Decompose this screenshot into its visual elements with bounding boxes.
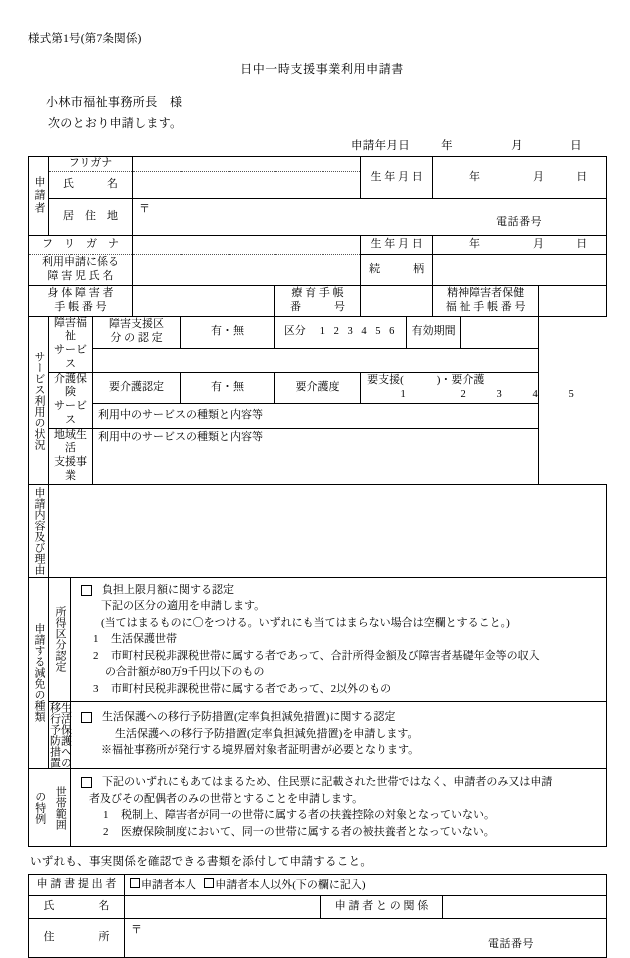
household-item-2-text: 医療保険制度において、同一の世帯に属する者の被扶養者となっていない。 [121, 825, 495, 838]
applicant-address-value[interactable] [133, 198, 607, 235]
income-item-2-text: 市町村民税非課税世帯に属する者であって、合計所得金額及び障害者基礎年金等の収入 [111, 649, 540, 662]
submitter-postal-mark: 〒 [131, 923, 142, 936]
household-scope-row [29, 769, 607, 847]
income-line2: (当てはまるものに〇をつける。いずれにも当てはまらない場合は空欄とすること。) [101, 616, 510, 629]
welfare-service-label-line1: 障害福祉 [54, 316, 87, 343]
reason-vertical-label-cell [29, 484, 49, 577]
applicant-address-label: 居 住 地 [49, 198, 133, 235]
submitter-table [28, 874, 607, 958]
income-item-2-continuation: の合計額が80万9千円以下のもの [105, 666, 265, 678]
reason-row [29, 484, 607, 577]
intro-text: 次のとおり申請します。 [48, 116, 183, 130]
submitter-options [125, 876, 606, 895]
applicant-name-value[interactable] [133, 171, 361, 198]
child-furigana-row [29, 235, 607, 254]
submitter-address-row [29, 919, 607, 958]
physical-handbook-label [29, 285, 133, 316]
community-service-row [29, 428, 607, 484]
submitter-address-value[interactable] [125, 919, 607, 958]
community-service-value[interactable] [93, 428, 539, 484]
applicant-birth-year: 年 [468, 170, 481, 183]
ryoiku-handbook-label-line2: 番 号 [290, 300, 346, 313]
footer-note: いずれも、事実関係を確認できる書類を添付して申請すること。 [30, 856, 373, 868]
welfare-service-free-row [29, 348, 607, 372]
submitter-name-value[interactable] [125, 896, 321, 919]
main-form-table [28, 156, 607, 847]
reason-value[interactable] [49, 484, 607, 577]
applicant-furigana-value[interactable] [133, 157, 361, 172]
applicant-name-label: 氏 名 [49, 171, 133, 198]
care-level-5[interactable]: 5 [568, 388, 574, 400]
form-code: 様式第1号(第7条関係) [28, 33, 142, 45]
household-block [71, 769, 606, 846]
reason-vertical-label: 申請内容及び理由 [33, 486, 45, 575]
child-furigana-value[interactable] [133, 235, 361, 254]
applicant-address-row [29, 198, 607, 235]
household-vertical-label-right: 世帯範囲 [54, 785, 67, 830]
care-using-services-text: 利用中のサービスの種類と内容等 [98, 408, 263, 421]
household-check-continuation: 者及びその配偶者のみの世帯とすることを申請します。 [89, 792, 364, 805]
submitter-name-row [29, 896, 607, 919]
submitter-options-cell[interactable] [125, 875, 607, 896]
submitter-label: 申 請 書 提 出 者 [29, 875, 125, 896]
applicant-birth-month: 月 [532, 170, 545, 183]
valid-period-label: 有効期間 [407, 316, 461, 348]
application-date-row [28, 137, 602, 153]
care-certification-label: 要介護認定 [93, 372, 181, 403]
care-insurance-label-line2: サービス [54, 400, 87, 426]
care-insurance-label-line1: 介護保険 [54, 372, 87, 399]
shien-kubun-label-line2: 分 の 認 定 [110, 332, 163, 345]
submitter-name-label: 氏 名 [29, 896, 125, 919]
transition-vertical-label-wrap [49, 702, 70, 768]
physical-handbook-value[interactable] [133, 285, 275, 316]
shien-kubun-label-line1: 障害支援区 [109, 318, 164, 331]
household-item-1 [79, 807, 600, 824]
submitter-other-label: 申請者本人以外(下の欄に記入) [215, 878, 366, 891]
income-vertical-label: 所得区分認定 [54, 606, 66, 673]
household-item-1-number: 1 [103, 809, 109, 821]
mental-handbook-label-line2: 福 祉 手 帳 番 号 [445, 300, 526, 313]
household-checkbox[interactable] [81, 777, 92, 788]
ryoiku-handbook-label [275, 285, 361, 316]
transition-block [71, 702, 606, 768]
income-line1: 下記の区分の適用を申請します。 [101, 600, 266, 612]
mental-handbook-label [433, 285, 539, 316]
application-date-year: 年 [441, 140, 453, 152]
applicant-vertical-label-cell [29, 157, 49, 236]
care-support-text: 要支援( )・要介護 [367, 374, 485, 387]
household-item-2-number: 2 [103, 825, 109, 838]
transition-checkbox-line[interactable] [79, 709, 600, 726]
submitter-type-row [29, 875, 607, 896]
income-content-cell [71, 577, 607, 702]
page-title: 日中一時支援事業利用申請書 [240, 62, 404, 76]
community-service-label [49, 428, 93, 484]
income-check-title: 負担上限月額に関する認定 [102, 583, 234, 596]
household-item-1-text: 税制上、障害者が同一の世帯に属する者の扶養控除の対象となっていない。 [121, 809, 495, 821]
handbook-row [29, 285, 607, 316]
child-birth-day: 日 [576, 237, 588, 250]
income-classification-row [29, 577, 607, 702]
child-relation-label: 続 柄 [361, 254, 433, 285]
ryoiku-handbook-value[interactable] [361, 285, 433, 316]
income-item-3-text: 市町村民税非課税世帯に属する者であって、2以外のもの [111, 682, 392, 695]
care-level-3[interactable]: 3 [496, 388, 502, 400]
transition-checkbox[interactable] [81, 712, 92, 723]
household-vertical-label-left: の特例 [33, 791, 46, 824]
welfare-service-label [49, 316, 93, 372]
child-relation-value[interactable] [433, 254, 607, 285]
care-level-1[interactable]: 1 [400, 388, 406, 400]
income-vertical-label-cell [49, 577, 71, 702]
child-birth-month: 月 [532, 237, 545, 250]
child-name-label-line2: 障 害 児 氏 名 [47, 269, 114, 282]
applicant-birth-label: 生 年 月 日 [361, 157, 433, 199]
applicant-vertical-label: 申請者 [33, 176, 45, 216]
income-checkbox[interactable] [81, 585, 92, 596]
kubun-label: 区分 [283, 325, 306, 338]
community-service-label-line2: 支援事業 [54, 456, 87, 482]
child-birth-year: 年 [468, 237, 481, 250]
care-level-4[interactable]: 4 [532, 388, 538, 400]
reduction-vertical-label: 申請する減免の種類 [33, 623, 45, 723]
income-item-1-number: 1 [93, 633, 99, 645]
physical-handbook-label-line2: 手 帳 番 号 [54, 300, 107, 313]
applicant-postal-mark: 〒 [139, 202, 151, 215]
household-checkbox-line[interactable] [79, 774, 600, 791]
child-name-label [29, 254, 133, 285]
services-vertical-label: サービス利用の状況 [33, 350, 45, 450]
community-service-text: 利用中のサービスの種類と内容等 [98, 430, 263, 443]
welfare-service-free-value[interactable] [93, 348, 539, 372]
transition-check-title: 生活保護への移行予防措置(定率負担減免措置)に関する認定 [102, 711, 396, 723]
household-vertical-label-wrap [29, 786, 70, 830]
applicant-furigana-row [29, 157, 607, 172]
applicant-birth-day: 日 [576, 170, 588, 183]
mental-handbook-value[interactable] [539, 285, 607, 316]
child-birth-label: 生 年 月 日 [361, 235, 433, 254]
care-insurance-row [29, 372, 607, 403]
income-item-3-number: 3 [93, 682, 99, 695]
community-service-label-line1: 地域生活 [54, 428, 87, 455]
income-item-1[interactable] [79, 631, 600, 648]
care-level-numbers [361, 388, 574, 402]
transition-content-cell [71, 702, 607, 769]
addressee: 小林市福祉事務所長 様 [46, 95, 183, 109]
valid-period-value[interactable] [461, 316, 539, 348]
applicant-tel-label: 電話番号 [496, 216, 543, 229]
child-name-value[interactable] [133, 254, 361, 285]
submitter-address-label: 住 所 [29, 919, 125, 958]
applicant-furigana-label: フリガナ [49, 157, 133, 172]
submitter-self-label: 申請者本人 [141, 878, 196, 891]
income-item-2-number: 2 [93, 649, 99, 662]
transition-vertical-label-cell [49, 702, 71, 769]
welfare-service-label-line2: サービス [54, 344, 87, 370]
submitter-other-checkbox[interactable] [204, 878, 214, 888]
transition-measure-row [29, 702, 607, 769]
income-checkbox-line[interactable] [79, 582, 600, 599]
reduction-vertical-label-cell [29, 577, 49, 769]
child-name-label-line1: 利用申請に係る [42, 255, 119, 268]
shien-kubun-umu[interactable]: 有・無 [181, 316, 275, 348]
care-insurance-label [49, 372, 93, 428]
mental-handbook-label-line1: 精神障害者保健 [447, 286, 525, 299]
transition-vertical-label-right: 生活保護への [59, 702, 72, 768]
submitter-relation-value[interactable] [443, 896, 607, 919]
submitter-relation-label: 申 請 者 と の 関 係 [321, 896, 443, 919]
household-item-2 [79, 824, 600, 841]
care-level-2[interactable]: 2 [460, 388, 466, 400]
care-using-services-cell[interactable] [93, 403, 539, 428]
application-date-month: 月 [511, 140, 523, 152]
submitter-tel-label: 電話番号 [488, 937, 535, 950]
applicant-birth-value[interactable] [433, 157, 607, 199]
child-furigana-label: フ リ ガ ナ [29, 235, 133, 254]
transition-vertical-label-left: 移行予防措置 [48, 702, 61, 768]
transition-line2: ※福祉事務所が発行する境界層対象者証明書が必要となります。 [101, 744, 420, 756]
welfare-service-row [29, 316, 607, 348]
ryoiku-handbook-label-line1: 療 育 手 帳 [291, 286, 344, 299]
income-item-3[interactable] [79, 681, 600, 698]
care-level-label: 要介護度 [275, 372, 361, 403]
household-content-cell [71, 769, 607, 847]
household-vertical-label-cell [29, 769, 71, 847]
income-item-1-text: 生活保護世帯 [111, 633, 177, 645]
submitter-self-checkbox[interactable] [130, 878, 140, 888]
shien-kubun-label [93, 316, 181, 348]
care-level-value[interactable] [361, 372, 574, 403]
income-block [71, 578, 606, 702]
shien-kubun-grade[interactable] [275, 316, 407, 348]
application-date-day: 日 [570, 140, 582, 152]
services-vertical-label-cell [29, 316, 49, 484]
application-date-label: 申請年月日 [351, 140, 410, 152]
kubun-digits: 1 2 3 4 5 6 [319, 326, 398, 338]
child-birth-value[interactable] [433, 235, 607, 254]
physical-handbook-label-line1: 身 体 障 害 者 [47, 286, 114, 299]
care-using-services-row [29, 403, 607, 428]
child-name-row [29, 254, 607, 285]
care-certification-umu[interactable]: 有・無 [181, 372, 275, 403]
income-item-2[interactable] [79, 648, 600, 665]
household-check-title: 下記のいずれにもあてはまるため、住民票に記載された世帯ではなく、申請者のみ又は申請 [102, 776, 553, 788]
transition-line1: 生活保護への移行予防措置(定率負担減免措置)を申請します。 [115, 727, 419, 740]
